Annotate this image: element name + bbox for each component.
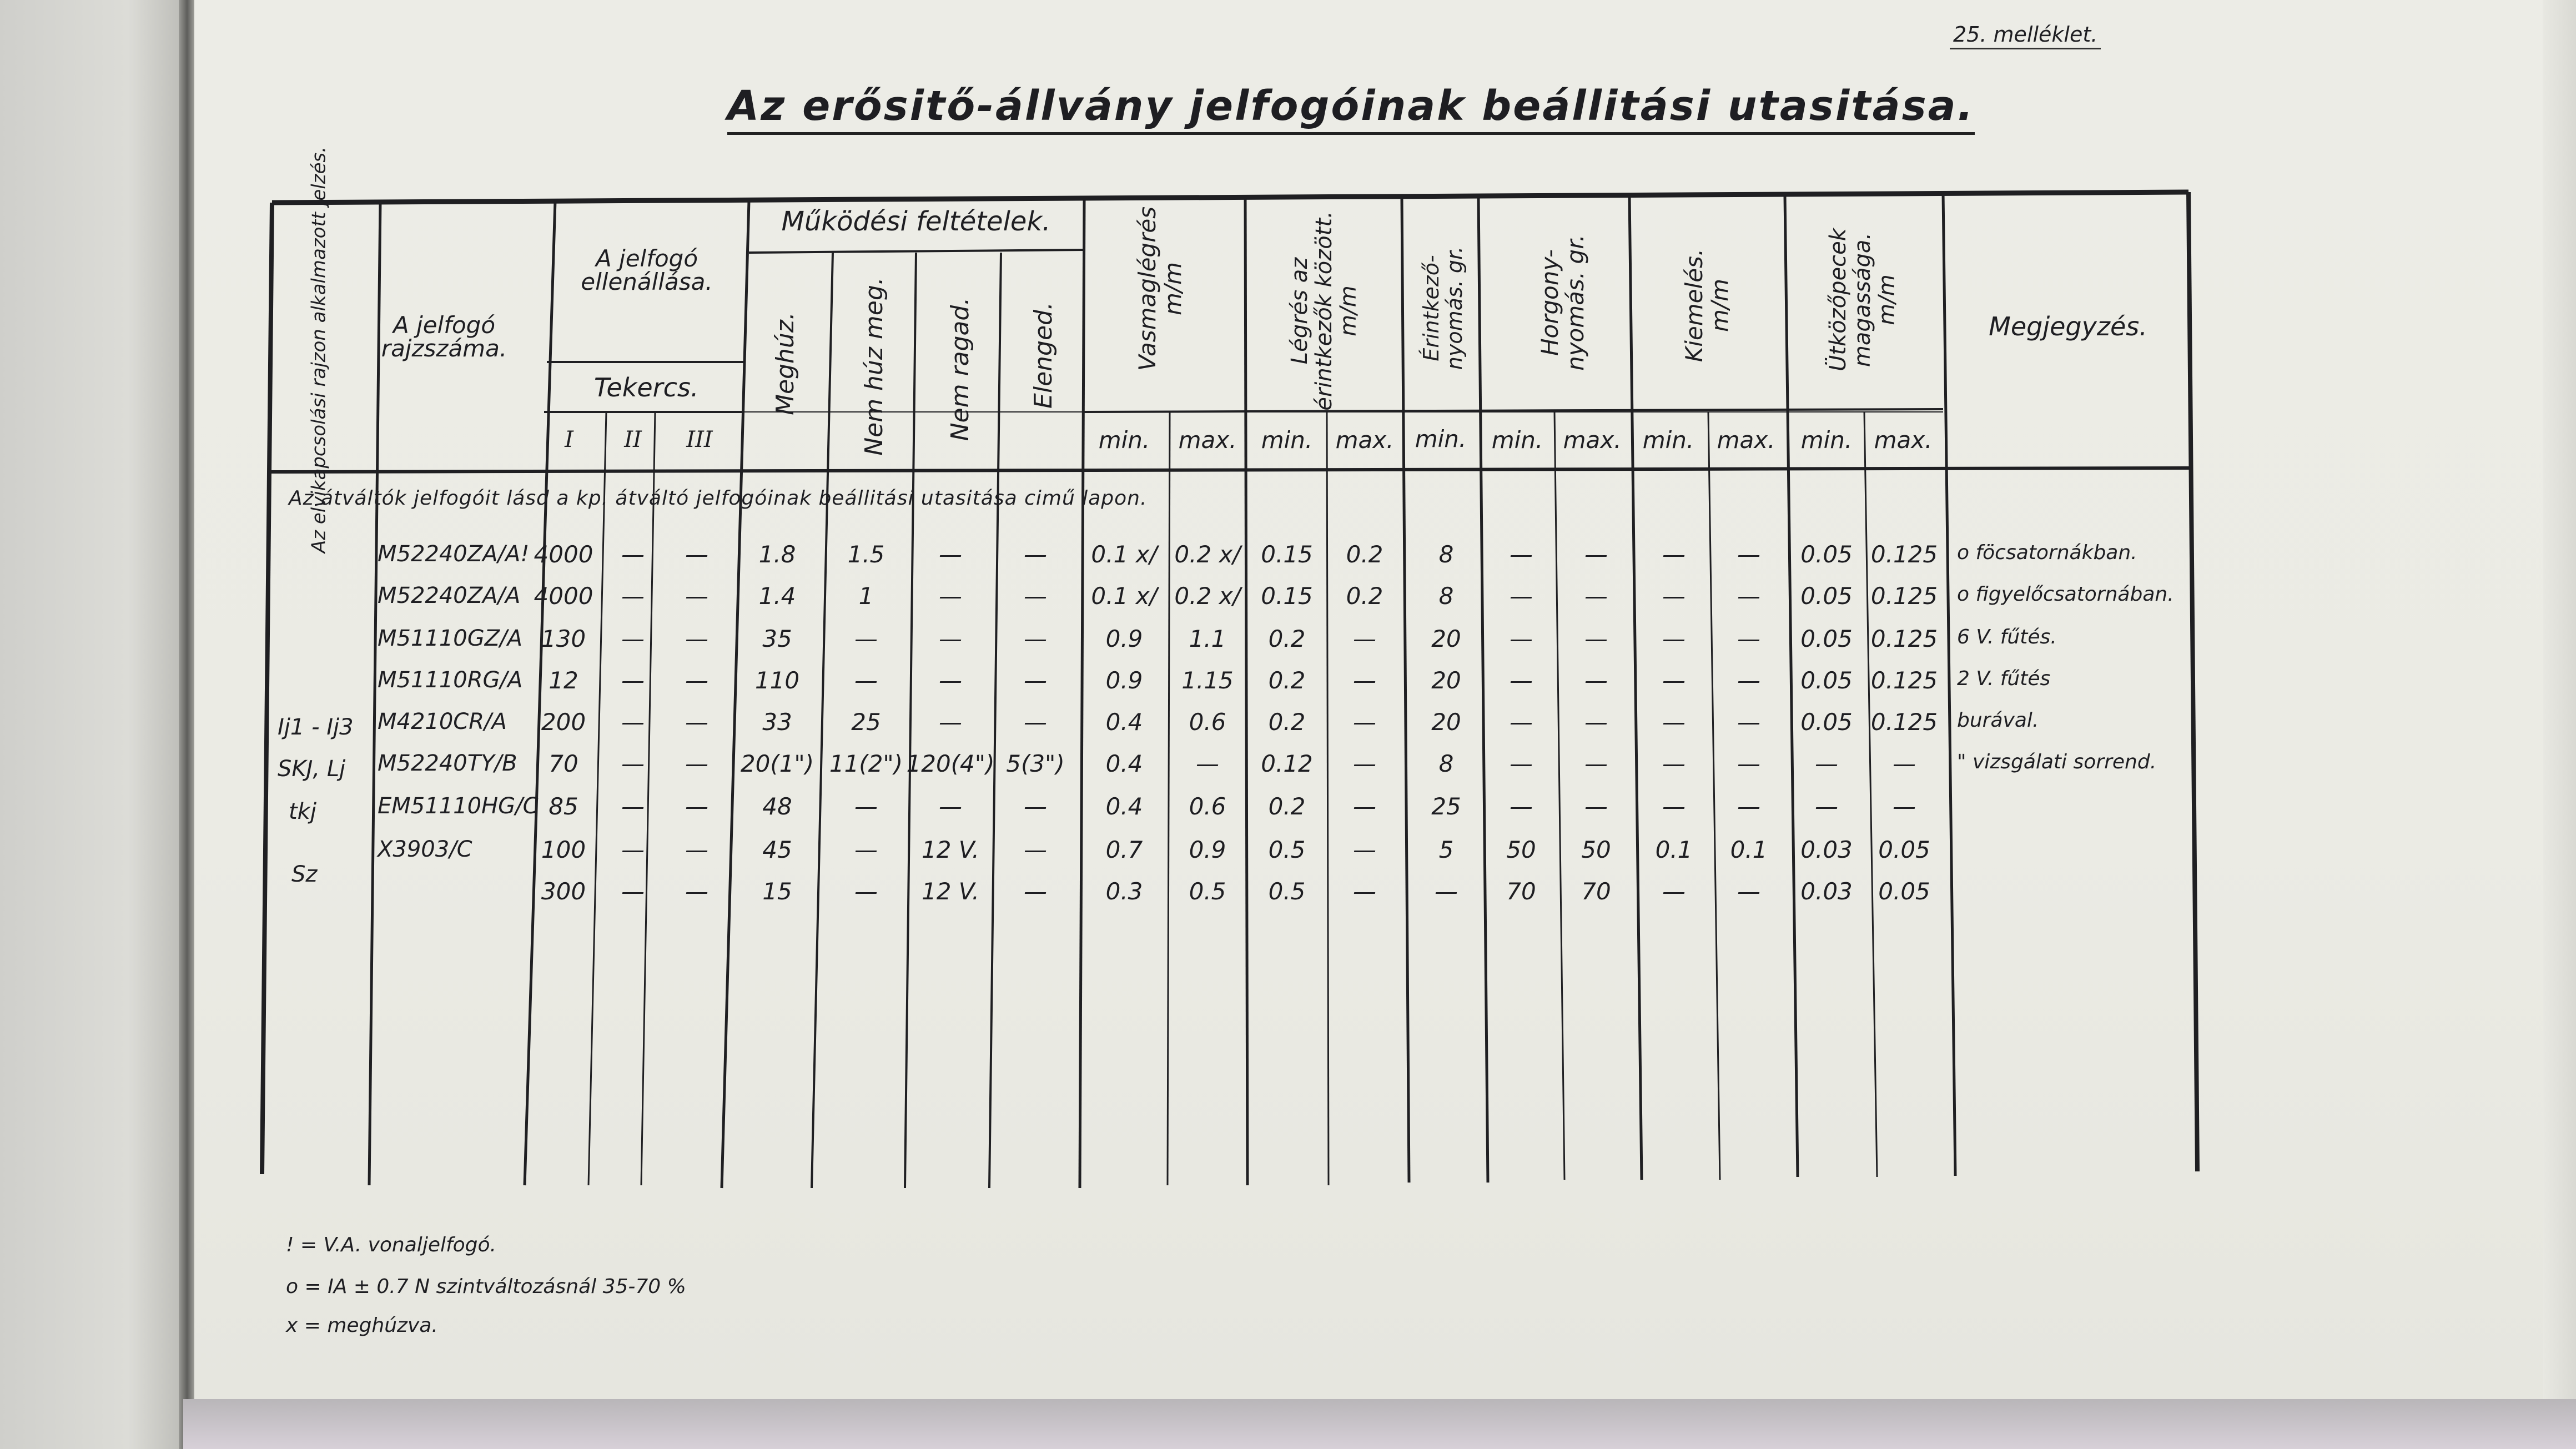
- cell-kiemeles-max: —: [1737, 625, 1760, 652]
- cell-resistance-1: 85: [549, 793, 578, 820]
- header-marking: Az elvikapcsolási rajzon alkalmazott jelzés.: [308, 146, 330, 554]
- header-erintkezo: Érintkező-nyomás. gr.: [1419, 246, 1467, 370]
- cell-elenged: —: [1024, 708, 1047, 736]
- cell-kiemeles-min: —: [1662, 541, 1686, 568]
- cell-erintkezo: 5: [1438, 836, 1454, 863]
- cell-drawing: M52240TY/B: [378, 751, 517, 776]
- cell-drawing: M52240ZA/A: [378, 583, 521, 608]
- cell-nemragad: —: [939, 582, 962, 610]
- cell-horgony-max: —: [1584, 541, 1608, 568]
- cell-kiemeles-max: —: [1737, 878, 1760, 905]
- marking-skj: SKJ, Lj: [278, 756, 346, 782]
- cell-legres-min: 0.2: [1268, 625, 1306, 652]
- header-nemhuzmeg: Nem húz meg.: [859, 277, 888, 456]
- cell-kiemeles-max: —: [1737, 708, 1760, 736]
- cell-drawing: EM51110HG/C: [378, 793, 539, 819]
- cell-erintkezo: 8: [1438, 582, 1454, 610]
- cell-vasmag-max: —: [1196, 750, 1219, 777]
- cell-elenged: 5(3"): [1006, 750, 1065, 777]
- annex-label: 25. melléklet.: [1950, 22, 2101, 49]
- cell-erintkezo: 25: [1431, 793, 1461, 820]
- header-elenged: Elenged.: [1029, 302, 1058, 409]
- header-horgony: Horgony-nyomás. gr.: [1536, 234, 1589, 371]
- cell-nemhuz: —: [854, 878, 878, 905]
- header-tekercs: Tekercs.: [594, 373, 699, 402]
- cell-resistance-3: —: [685, 793, 708, 820]
- cell-utkozo-max: —: [1893, 750, 1916, 777]
- header-vasmag: Vasmaglégrés m/m: [1133, 206, 1186, 371]
- cell-legres-min: 0.2: [1268, 708, 1306, 736]
- cell-horgony-min: —: [1510, 750, 1533, 777]
- header-min: min.: [1642, 426, 1694, 454]
- cell-meghuz: 1.8: [758, 541, 796, 568]
- cell-utkozo-max: 0.125: [1870, 708, 1938, 736]
- cell-legres-min: 0.12: [1261, 750, 1313, 777]
- cell-utkozo-min: 0.03: [1800, 836, 1853, 863]
- cell-resistance-1: 4000: [534, 541, 593, 568]
- background-surface: [183, 1399, 2576, 1449]
- cell-vasmag-max: 0.2 x/: [1174, 541, 1241, 568]
- header-utkozo: Ütközőpecek magassága. m/m: [1825, 228, 1900, 371]
- cell-resistance-2: —: [621, 750, 645, 777]
- cell-resistance-3: —: [685, 750, 708, 777]
- cell-resistance-3: —: [685, 541, 708, 568]
- cell-kiemeles-min: —: [1662, 793, 1686, 820]
- cell-horgony-min: —: [1510, 667, 1533, 694]
- cell-meghuz: 33: [762, 708, 792, 736]
- cell-erintkezo: 20: [1431, 667, 1461, 694]
- cell-drawing: M51110GZ/A: [378, 626, 522, 651]
- cell-utkozo-min: —: [1815, 793, 1838, 820]
- cell-resistance-2: —: [621, 708, 645, 736]
- cell-drawing: X3903/C: [378, 837, 472, 862]
- cell-vasmag-max: 0.2 x/: [1174, 582, 1241, 610]
- cell-legres-min: 0.2: [1268, 793, 1306, 820]
- cell-horgony-min: —: [1510, 708, 1533, 736]
- cell-resistance-3: —: [685, 836, 708, 863]
- header-drawing: A jelfogó rajzszáma.: [381, 311, 507, 362]
- cell-kiemeles-max: —: [1737, 667, 1760, 694]
- cell-nemragad: —: [939, 793, 962, 820]
- cell-resistance-1: 200: [541, 708, 586, 736]
- cell-drawing: M52240ZA/A!: [378, 541, 530, 567]
- right-page-edge: [2543, 0, 2576, 1399]
- marking-tkj: tkj: [289, 799, 316, 824]
- cell-resistance-2: —: [621, 878, 645, 905]
- cell-kiemeles-min: —: [1662, 667, 1686, 694]
- cell-horgony-min: —: [1510, 582, 1533, 610]
- cell-utkozo-min: 0.05: [1800, 582, 1853, 610]
- left-page: [0, 0, 183, 1449]
- cell-horgony-max: —: [1584, 793, 1608, 820]
- header-megjegyzes: Megjegyzés.: [1989, 311, 2147, 341]
- cell-kiemeles-max: —: [1737, 582, 1760, 610]
- cell-horgony-max: —: [1584, 625, 1608, 652]
- cell-note: o föcsatornákban.: [1957, 541, 2137, 564]
- cell-utkozo-min: 0.03: [1800, 878, 1853, 905]
- cell-elenged: —: [1024, 793, 1047, 820]
- cell-note: " vizsgálati sorrend.: [1957, 751, 2157, 773]
- cell-utkozo-min: 0.05: [1800, 708, 1853, 736]
- footnote-1: ! = V.A. vonaljelfogó.: [286, 1234, 496, 1256]
- cell-resistance-1: 4000: [534, 582, 593, 610]
- cell-utkozo-max: 0.125: [1870, 625, 1938, 652]
- note-row: Az átváltók jelfogóit lásd a kp. átváltó jelfogóinak beállitási utasitása cimű lapon.: [289, 487, 1148, 510]
- cell-nemragad: —: [939, 708, 962, 736]
- cell-resistance-2: —: [621, 836, 645, 863]
- cell-horgony-max: —: [1584, 708, 1608, 736]
- header-min: min.: [1098, 426, 1150, 454]
- page-title: Az erősitő-állvány jelfogóinak beállitási utasitása.: [727, 82, 1975, 135]
- cell-resistance-3: —: [685, 667, 708, 694]
- cell-elenged: —: [1024, 625, 1047, 652]
- cell-nemragad: —: [939, 541, 962, 568]
- cell-kiemeles-min: —: [1662, 625, 1686, 652]
- cell-horgony-min: 70: [1506, 878, 1536, 905]
- cell-utkozo-max: 0.125: [1870, 667, 1938, 694]
- cell-nemhuz: 1: [858, 582, 874, 610]
- cell-note: 6 V. fűtés.: [1957, 626, 2057, 648]
- cell-resistance-3: —: [685, 708, 708, 736]
- cell-vasmag-max: 1.15: [1181, 667, 1234, 694]
- header-min: min.: [1415, 425, 1467, 452]
- header-max: max.: [1335, 426, 1394, 454]
- header-kiemeles: Kiemelés. m/m: [1680, 248, 1733, 363]
- cell-legres-max: 0.2: [1346, 541, 1383, 568]
- cell-legres-max: —: [1353, 836, 1376, 863]
- cell-vasmag-min: 0.9: [1105, 667, 1143, 694]
- cell-vasmag-min: 0.7: [1105, 836, 1143, 863]
- cell-vasmag-max: 0.6: [1189, 708, 1226, 736]
- cell-resistance-3: —: [685, 625, 708, 652]
- cell-kiemeles-min: —: [1662, 750, 1686, 777]
- cell-nemragad: —: [939, 667, 962, 694]
- cell-vasmag-max: 0.5: [1189, 878, 1226, 905]
- cell-meghuz: 35: [762, 625, 792, 652]
- cell-erintkezo: 20: [1431, 625, 1461, 652]
- cell-kiemeles-min: —: [1662, 582, 1686, 610]
- cell-horgony-min: —: [1510, 625, 1533, 652]
- cell-vasmag-min: 0.9: [1105, 625, 1143, 652]
- cell-resistance-1: 12: [549, 667, 578, 694]
- cell-vasmag-min: 0.3: [1105, 878, 1143, 905]
- cell-legres-min: 0.2: [1268, 667, 1306, 694]
- cell-horgony-min: —: [1510, 793, 1533, 820]
- cell-resistance-2: —: [621, 625, 645, 652]
- header-nemragad: Nem ragad.: [945, 297, 974, 441]
- marking-ij: Ij1 - Ij3: [278, 715, 354, 740]
- cell-meghuz: 48: [762, 793, 792, 820]
- header-max: max.: [1563, 426, 1622, 454]
- cell-resistance-3: —: [685, 878, 708, 905]
- cell-nemhuz: —: [854, 625, 878, 652]
- cell-kiemeles-max: —: [1737, 541, 1760, 568]
- cell-horgony-max: 70: [1581, 878, 1611, 905]
- cell-nemragad: —: [939, 625, 962, 652]
- cell-legres-min: 0.5: [1268, 836, 1306, 863]
- cell-vasmag-max: 0.6: [1189, 793, 1226, 820]
- footnote-3: x = meghúzva.: [286, 1314, 438, 1337]
- cell-kiemeles-max: 0.1: [1730, 836, 1768, 863]
- header-max: max.: [1178, 426, 1237, 454]
- cell-nemhuz: 11(2"): [829, 750, 903, 777]
- cell-erintkezo: 20: [1431, 708, 1461, 736]
- cell-elenged: —: [1024, 667, 1047, 694]
- cell-vasmag-min: 0.4: [1105, 793, 1143, 820]
- cell-note: 2 V. fűtés: [1957, 667, 2051, 690]
- cell-horgony-max: —: [1584, 667, 1608, 694]
- marking-sz: Sz: [291, 862, 318, 887]
- cell-note: o figyelőcsatornában.: [1957, 583, 2174, 606]
- cell-kiemeles-min: —: [1662, 878, 1686, 905]
- cell-resistance-2: —: [621, 541, 645, 568]
- cell-meghuz: 20(1"): [740, 750, 814, 777]
- cell-utkozo-min: —: [1815, 750, 1838, 777]
- cell-vasmag-max: 0.9: [1189, 836, 1226, 863]
- cell-vasmag-min: 0.1 x/: [1091, 582, 1158, 610]
- cell-legres-max: —: [1353, 625, 1376, 652]
- cell-legres-max: 0.2: [1346, 582, 1383, 610]
- cell-erintkezo: 8: [1438, 541, 1454, 568]
- cell-legres-max: —: [1353, 793, 1376, 820]
- cell-resistance-1: 300: [541, 878, 586, 905]
- header-min: min.: [1491, 426, 1543, 454]
- cell-vasmag-max: 1.1: [1189, 625, 1226, 652]
- cell-kiemeles-max: —: [1737, 750, 1760, 777]
- cell-resistance-3: —: [685, 582, 708, 610]
- cell-vasmag-min: 0.1 x/: [1091, 541, 1158, 568]
- cell-erintkezo: 8: [1438, 750, 1454, 777]
- cell-nemragad: 12 V.: [921, 878, 980, 905]
- cell-nemhuz: 1.5: [847, 541, 885, 568]
- cell-erintkezo: —: [1435, 878, 1458, 905]
- cell-horgony-min: 50: [1506, 836, 1536, 863]
- cell-meghuz: 1.4: [758, 582, 796, 610]
- cell-legres-min: 0.15: [1261, 582, 1313, 610]
- cell-legres-max: —: [1353, 750, 1376, 777]
- cell-utkozo-max: 0.125: [1870, 541, 1938, 568]
- cell-kiemeles-min: 0.1: [1655, 836, 1693, 863]
- cell-kiemeles-min: —: [1662, 708, 1686, 736]
- header-resistance: A jelfogó ellenállása.: [581, 245, 713, 295]
- cell-meghuz: 45: [762, 836, 792, 863]
- cell-resistance-2: —: [621, 582, 645, 610]
- cell-vasmag-min: 0.4: [1105, 708, 1143, 736]
- cell-resistance-1: 100: [541, 836, 586, 863]
- book-spine: [179, 0, 195, 1449]
- cell-legres-max: —: [1353, 708, 1376, 736]
- cell-horgony-min: —: [1510, 541, 1533, 568]
- cell-utkozo-min: 0.05: [1800, 625, 1853, 652]
- cell-elenged: —: [1024, 541, 1047, 568]
- cell-utkozo-max: 0.05: [1878, 836, 1930, 863]
- cell-drawing: M51110RG/A: [378, 667, 523, 693]
- cell-legres-max: —: [1353, 878, 1376, 905]
- header-min: min.: [1800, 426, 1853, 454]
- header-min: min.: [1261, 426, 1313, 454]
- header-meghuz: Meghúz.: [771, 312, 799, 415]
- cell-utkozo-min: 0.05: [1800, 667, 1853, 694]
- header-legres: Légrés az érintkezők között. m/m: [1287, 211, 1361, 411]
- cell-meghuz: 110: [754, 667, 800, 694]
- cell-utkozo-max: 0.125: [1870, 582, 1938, 610]
- cell-nemhuz: —: [854, 667, 878, 694]
- header-coil-2: II: [624, 427, 642, 452]
- cell-utkozo-min: 0.05: [1800, 541, 1853, 568]
- cell-drawing: M4210CR/A: [378, 709, 507, 734]
- cell-meghuz: 15: [762, 878, 792, 905]
- cell-vasmag-min: 0.4: [1105, 750, 1143, 777]
- header-max: max.: [1874, 426, 1933, 454]
- cell-horgony-max: —: [1584, 750, 1608, 777]
- cell-resistance-2: —: [621, 667, 645, 694]
- cell-horgony-max: —: [1584, 582, 1608, 610]
- cell-elenged: —: [1024, 836, 1047, 863]
- footnote-2: o = IA ± 0.7 N szintváltozásnál 35-70 %: [286, 1275, 686, 1298]
- cell-utkozo-max: —: [1893, 793, 1916, 820]
- cell-elenged: —: [1024, 582, 1047, 610]
- cell-elenged: —: [1024, 878, 1047, 905]
- cell-kiemeles-max: —: [1737, 793, 1760, 820]
- cell-legres-max: —: [1353, 667, 1376, 694]
- header-coil-1: I: [565, 427, 573, 452]
- header-mukodesi: Működési feltételek.: [781, 206, 1051, 237]
- cell-resistance-1: 70: [549, 750, 578, 777]
- cell-nemragad: 12 V.: [921, 836, 980, 863]
- cell-utkozo-max: 0.05: [1878, 878, 1930, 905]
- cell-nemragad: 120(4"): [906, 750, 995, 777]
- cell-resistance-1: 130: [541, 625, 586, 652]
- cell-legres-min: 0.5: [1268, 878, 1306, 905]
- cell-nemhuz: —: [854, 836, 878, 863]
- cell-nemhuz: 25: [851, 708, 881, 736]
- cell-legres-min: 0.15: [1261, 541, 1313, 568]
- header-coil-3: III: [686, 427, 713, 452]
- cell-nemhuz: —: [854, 793, 878, 820]
- cell-note: burával.: [1957, 709, 2039, 732]
- cell-resistance-2: —: [621, 793, 645, 820]
- cell-horgony-max: 50: [1581, 836, 1611, 863]
- document-sheet: [194, 0, 2576, 1399]
- header-max: max.: [1717, 426, 1775, 454]
